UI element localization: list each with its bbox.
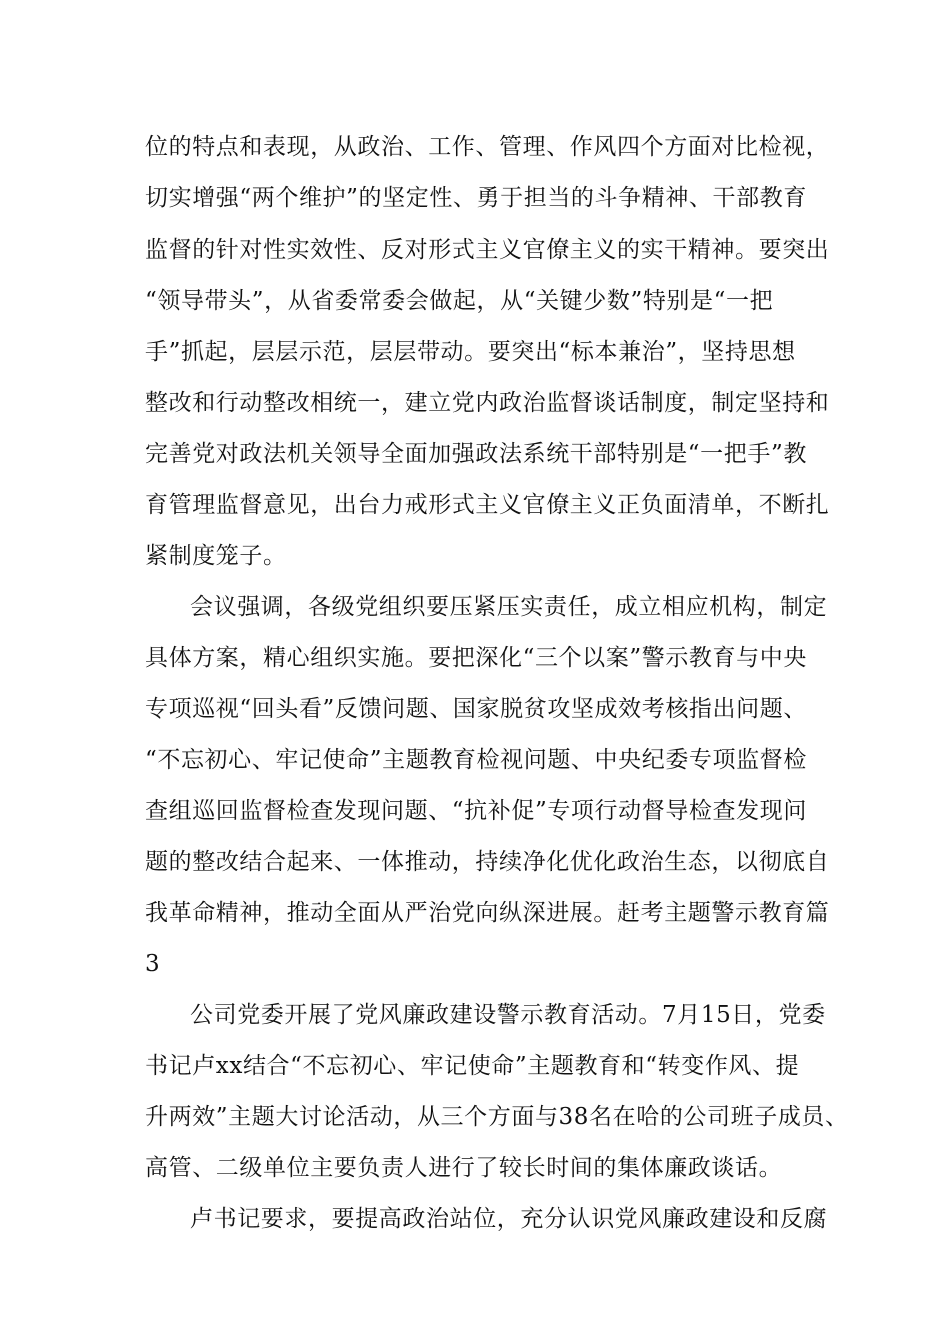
text-line: 育管理监督意见，出台力戒形式主义官僚主义正负面清单，不断扎 [145,492,830,518]
text-line: 紧制度笼子。 [145,543,287,569]
text-line: 具体方案，精心组织实施。要把深化“三个以案”警示教育与中央 [145,645,807,671]
text-line: 整改和行动整改相统一，建立党内政治监督谈话制度，制定坚持和 [145,390,830,416]
text-line: 3 [145,951,161,977]
text-line: 题的整改结合起来、一体推动，持续净化优化政治生态，以彻底自 [145,849,830,875]
text-line: “不忘初心、牢记使命”主题教育检视问题、中央纪委专项监督检 [145,747,807,773]
text-line: 查组巡回监督检查发现问题、“抗补促”专项行动督导检查发现问 [145,798,807,824]
paragraph-first-line: 公司党委开展了党风廉政建设警示教育活动。7月15日，党委 [190,1002,826,1028]
text-line: 专项巡视“回头看”反馈问题、国家脱贫攻坚成效考核指出问题、 [145,696,807,722]
text-line: 切实增强“两个维护”的坚定性、勇于担当的斗争精神、干部教育 [145,185,807,211]
text-line: 手”抓起，层层示范，层层带动。要突出“标本兼治”，坚持思想 [145,339,796,365]
text-line: 书记卢xx结合“不忘初心、牢记使命”主题教育和“转变作风、提 [145,1053,800,1079]
text-line: 我革命精神，推动全面从严治党向纵深进展。赶考主题警示教育篇 [145,900,830,926]
text-line: 监督的针对性实效性、反对形式主义官僚主义的实干精神。要突出 [145,237,830,263]
text-line: “领导带头”，从省委常委会做起，从“关键少数”特别是“一把 [145,288,774,314]
text-line: 位的特点和表现，从政治、工作、管理、作风四个方面对比检视， [145,134,830,160]
text-line: 高管、二级单位主要负责人进行了较长时间的集体廉政谈话。 [145,1155,783,1181]
text-line: 升两效”主题大讨论活动，从三个方面与38名在哈的公司班子成员、 [145,1104,849,1130]
paragraph-first-line: 会议强调，各级党组织要压紧压实责任，成立相应机构，制定 [190,594,828,620]
text-line: 完善党对政法机关领导全面加强政法系统干部特别是“一把手”教 [145,441,807,467]
paragraph-first-line: 卢书记要求，要提高政治站位，充分认识党风廉政建设和反腐 [190,1206,828,1232]
